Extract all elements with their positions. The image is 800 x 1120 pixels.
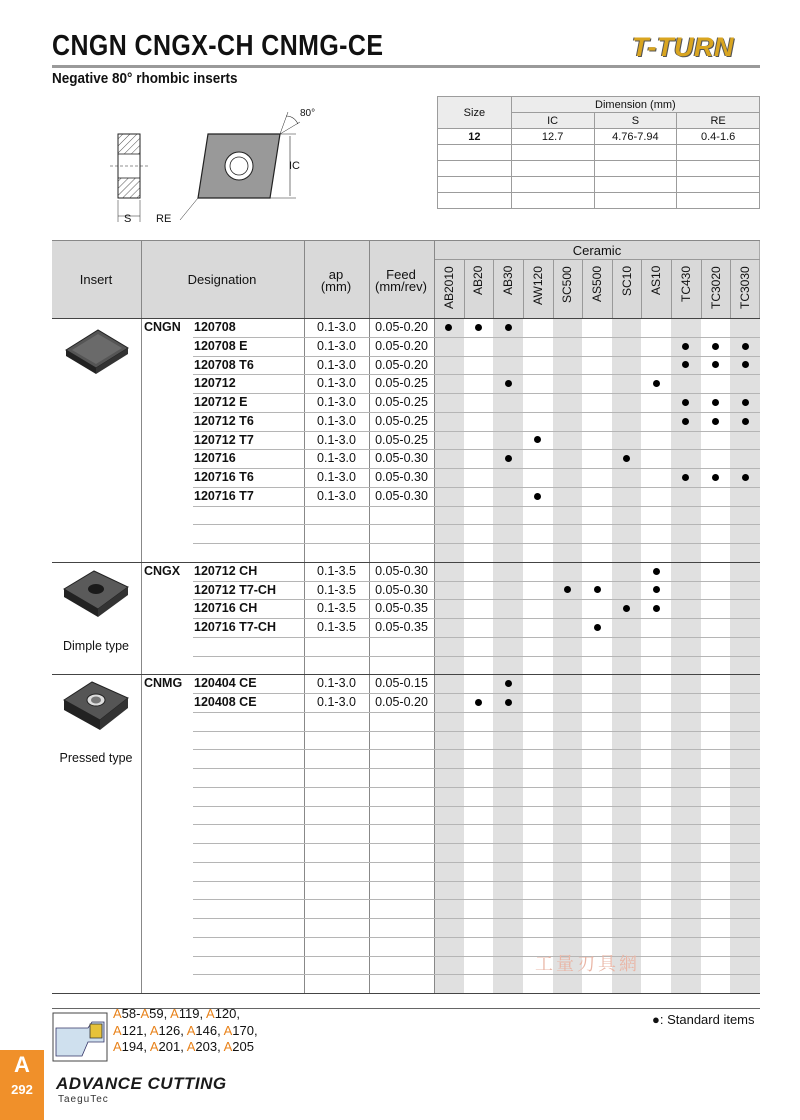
row-divider — [193, 806, 760, 807]
row-divider — [193, 449, 760, 450]
reference-letter[interactable]: A — [113, 1006, 122, 1021]
dimple-type-label: Dimple type — [63, 639, 129, 653]
ap-value: 0.1-3.0 — [317, 451, 356, 466]
standard-item-dot — [712, 343, 719, 350]
row-divider — [193, 431, 760, 432]
standard-item-dot — [742, 343, 749, 350]
feed-header: Feed — [386, 267, 416, 282]
standard-item-dot — [653, 568, 660, 575]
ap-header: ap — [328, 267, 344, 282]
ap-value: 0.1-3.0 — [317, 320, 356, 334]
grade-header-tc3030: TC3030 — [738, 266, 753, 309]
row-divider — [193, 393, 760, 394]
ap-value: 0.1-3.0 — [317, 470, 356, 484]
cngx-insert-image — [58, 565, 134, 627]
insert-header: Insert — [79, 272, 113, 287]
row-divider — [193, 824, 760, 825]
feed-value: 0.05-0.35 — [375, 601, 428, 616]
cnmg-insert-image — [58, 676, 134, 738]
grade-header-divider — [612, 259, 613, 318]
feed-value: 0.05-0.20 — [375, 320, 428, 334]
standard-item-dot — [712, 418, 719, 425]
row-divider — [193, 899, 760, 900]
feed-value: 0.05-0.20 — [375, 357, 428, 372]
row-divider — [193, 881, 760, 882]
grade-header-as500: AS500 — [590, 266, 604, 303]
ap-value: 0.1-3.5 — [317, 582, 356, 597]
row-divider — [193, 731, 760, 732]
family-code-cnmg: CNMG — [144, 676, 183, 691]
row-divider — [193, 656, 760, 657]
standard-item-dot — [475, 324, 482, 331]
grade-header-divider — [641, 259, 642, 318]
feed-value: 0.05-0.25 — [375, 413, 428, 428]
standard-item-dot — [742, 399, 749, 406]
reference-letter[interactable]: A — [140, 1006, 150, 1021]
feed-value: 0.05-0.25 — [375, 432, 428, 447]
reference-page[interactable]: 126, — [158, 1022, 187, 1038]
page-title: CNGN CNGX-CH CNMG-CE — [52, 30, 384, 62]
ap-value: 0.1-3.0 — [317, 338, 356, 353]
column-divider — [141, 240, 142, 993]
designation-code: 120716 T6 — [194, 470, 254, 484]
designation-header: Designation — [187, 272, 257, 287]
feed-value: 0.05-0.35 — [375, 620, 428, 634]
grade-header-divider — [553, 259, 554, 318]
toolholder-icon — [52, 1012, 108, 1062]
grade-header-sc10: SC10 — [619, 266, 634, 297]
designation-code: 120716 — [194, 451, 236, 466]
row-divider — [193, 337, 760, 338]
standard-item-dot — [712, 474, 719, 481]
reference-line — [113, 1023, 258, 1040]
standard-item-dot — [742, 418, 749, 425]
row-divider — [193, 581, 760, 582]
reference-page[interactable]: 146, — [195, 1022, 224, 1038]
re-value: 0.4-1.6 — [677, 129, 760, 145]
cngn-insert-image — [58, 322, 134, 378]
feed-value: 0.05-0.30 — [375, 563, 428, 578]
ap-value: 0.1-3.0 — [317, 413, 356, 428]
ap-value: 0.1-3.0 — [317, 432, 356, 447]
designation-code: 120712 T6 — [194, 413, 254, 428]
designation-code: 120708 — [194, 320, 236, 334]
size-header: Size — [438, 97, 512, 129]
standard-item-dot — [712, 399, 719, 406]
pressed-type-label: Pressed type — [59, 751, 133, 765]
reference-letter[interactable]: A — [149, 1039, 159, 1054]
reference-letter[interactable]: A — [186, 1022, 196, 1038]
grade-header-tc430: TC430 — [678, 266, 693, 303]
designation-code: 120404 CE — [194, 676, 257, 691]
reference-letter[interactable]: A — [149, 1022, 159, 1038]
standard-item-dot — [653, 380, 660, 387]
ap-value: 0.1-3.5 — [317, 601, 356, 616]
s-value: 4.76-7.94 — [594, 129, 677, 145]
page-number: 292 — [11, 1082, 33, 1097]
t-turn-logo: T-TURN — [632, 32, 734, 62]
feed-value: 0.05-0.20 — [375, 695, 428, 709]
reference-letter[interactable]: A — [223, 1039, 233, 1054]
feed-value: 0.05-0.25 — [375, 376, 428, 391]
reference-page[interactable]: 203, — [195, 1039, 224, 1054]
brand-logo: ADVANCE CUTTING — [56, 1074, 227, 1093]
designation-code: 120712 — [194, 376, 236, 391]
standard-item-dot — [594, 624, 601, 631]
reference-page[interactable]: 194, — [121, 1039, 150, 1054]
reference-letter[interactable]: A — [186, 1039, 196, 1054]
standard-item-dot — [594, 586, 601, 593]
page-section-letter: A — [14, 1052, 30, 1077]
grade-header-divider — [493, 259, 494, 318]
row-divider — [193, 768, 760, 769]
family-code-cngx: CNGX — [144, 563, 181, 578]
reference-line — [113, 1006, 258, 1023]
ap-value: 0.1-3.0 — [317, 395, 356, 409]
grade-header-divider — [582, 259, 583, 318]
standard-item-dot — [475, 699, 482, 706]
grade-header-divider — [523, 259, 524, 318]
section-divider — [52, 993, 760, 994]
designation-code: 120712 T7-CH — [194, 582, 276, 597]
page-references — [113, 1006, 258, 1056]
feed-value: 0.05-0.30 — [375, 582, 428, 597]
ic-label: IC — [289, 160, 300, 172]
grade-header-as10: AS10 — [649, 266, 664, 296]
s-label: S — [124, 213, 132, 225]
brand-subtitle: TaeguTec — [58, 1094, 109, 1105]
angle-label: 80° — [300, 108, 316, 119]
standard-item-dot — [505, 380, 512, 387]
row-divider — [193, 749, 760, 750]
reference-page[interactable]: 170, — [232, 1022, 258, 1038]
designation-code: 120712 CH — [194, 563, 258, 578]
feed-value: 0.05-0.15 — [375, 676, 428, 691]
watermark: 工量刃具網 — [535, 954, 640, 974]
standard-items-legend: ●: Standard items — [652, 1012, 755, 1027]
standard-item-dot — [505, 680, 512, 687]
ic-value: 12.7 — [511, 129, 594, 145]
dimension-header: Dimension (mm) — [511, 97, 759, 113]
row-divider — [193, 956, 760, 957]
feed-value: 0.05-0.30 — [375, 451, 428, 466]
designation-code: 120712 E — [194, 395, 248, 409]
designation-code: 120408 CE — [194, 695, 257, 709]
standard-item-dot — [712, 361, 719, 368]
grade-header-ab2010: AB2010 — [441, 266, 456, 309]
row-divider — [193, 974, 760, 975]
grade-header-divider — [730, 259, 731, 318]
reference-page[interactable]: 120, — [214, 1006, 240, 1021]
reference-line — [113, 1039, 258, 1056]
designation-code: 120708 T6 — [194, 357, 254, 372]
page-subtitle: Negative 80° rhombic inserts — [52, 70, 238, 87]
reference-page[interactable]: 205 — [232, 1039, 254, 1054]
designation-code: 120716 T7-CH — [194, 620, 276, 634]
ap-value: 0.1-3.0 — [317, 357, 356, 372]
row-divider — [193, 543, 760, 544]
row-divider — [193, 468, 760, 469]
row-divider — [193, 712, 760, 713]
row-divider — [193, 487, 760, 488]
feed-unit: (mm/rev) — [375, 279, 427, 294]
standard-item-dot — [653, 605, 660, 612]
reference-letter[interactable]: A — [113, 1022, 122, 1038]
standard-item-dot — [505, 455, 512, 462]
s-header: S — [594, 113, 677, 129]
standard-item-dot — [534, 493, 541, 500]
standard-item-dot — [653, 586, 660, 593]
grade-header-divider — [464, 259, 465, 318]
row-divider — [193, 787, 760, 788]
row-divider — [193, 918, 760, 919]
ap-unit: (mm) — [320, 279, 352, 294]
re-header: RE — [677, 113, 760, 129]
ap-value: 0.1-3.0 — [317, 488, 356, 503]
ic-header: IC — [511, 113, 594, 129]
row-divider — [193, 374, 760, 375]
reference-letter[interactable]: A — [170, 1006, 179, 1021]
row-divider — [193, 693, 760, 694]
row-divider — [193, 843, 760, 844]
reference-page[interactable]: 119, — [178, 1006, 207, 1021]
family-code-cngn: CNGN — [144, 320, 181, 334]
group-header-divider — [434, 259, 760, 260]
row-divider — [193, 637, 760, 638]
grade-header-ab20: AB20 — [471, 266, 486, 296]
ap-value: 0.1-3.5 — [317, 620, 356, 634]
ceramic-group-header: Ceramic — [572, 243, 622, 258]
row-divider — [193, 618, 760, 619]
row-divider — [193, 356, 760, 357]
feed-value: 0.05-0.20 — [375, 338, 428, 353]
ap-value: 0.1-3.0 — [317, 376, 356, 391]
reference-page[interactable]: 59, — [149, 1006, 171, 1021]
reference-letter[interactable]: A — [223, 1022, 233, 1038]
grade-header-tc3020: TC3020 — [708, 266, 723, 309]
row-divider — [193, 524, 760, 525]
standard-item-dot — [505, 699, 512, 706]
standard-item-dot — [534, 436, 541, 443]
feed-value: 0.05-0.25 — [375, 395, 428, 409]
designation-code: 120716 CH — [194, 601, 258, 616]
standard-item-dot — [742, 474, 749, 481]
row-divider — [193, 599, 760, 600]
row-divider — [193, 937, 760, 938]
table-top-border — [52, 240, 760, 241]
reference-page[interactable]: 58- — [121, 1006, 141, 1021]
ap-value: 0.1-3.0 — [317, 695, 356, 709]
row-divider — [193, 862, 760, 863]
designation-code: 120716 T7 — [194, 488, 254, 503]
standard-item-dot — [505, 324, 512, 331]
size-value: 12 — [438, 129, 512, 145]
reference-letter[interactable]: A — [206, 1006, 215, 1021]
designation-code: 120712 T7 — [194, 432, 254, 447]
ap-value: 0.1-3.0 — [317, 676, 356, 691]
row-divider — [193, 412, 760, 413]
grade-header-aw120: AW120 — [530, 266, 545, 305]
ap-value: 0.1-3.5 — [317, 563, 356, 578]
reference-letter[interactable]: A — [113, 1039, 122, 1054]
grade-header-divider — [671, 259, 672, 318]
grade-header-ab30: AB30 — [501, 266, 516, 296]
re-label: RE — [156, 213, 172, 225]
feed-value: 0.05-0.30 — [375, 488, 428, 503]
row-divider — [193, 506, 760, 507]
reference-page[interactable]: 121, — [121, 1022, 150, 1038]
grade-header-divider — [701, 259, 702, 318]
feed-value: 0.05-0.30 — [375, 470, 428, 484]
reference-page[interactable]: 201, — [158, 1039, 187, 1054]
designation-code: 120708 E — [194, 338, 248, 353]
grade-header-sc500: SC500 — [560, 266, 575, 303]
